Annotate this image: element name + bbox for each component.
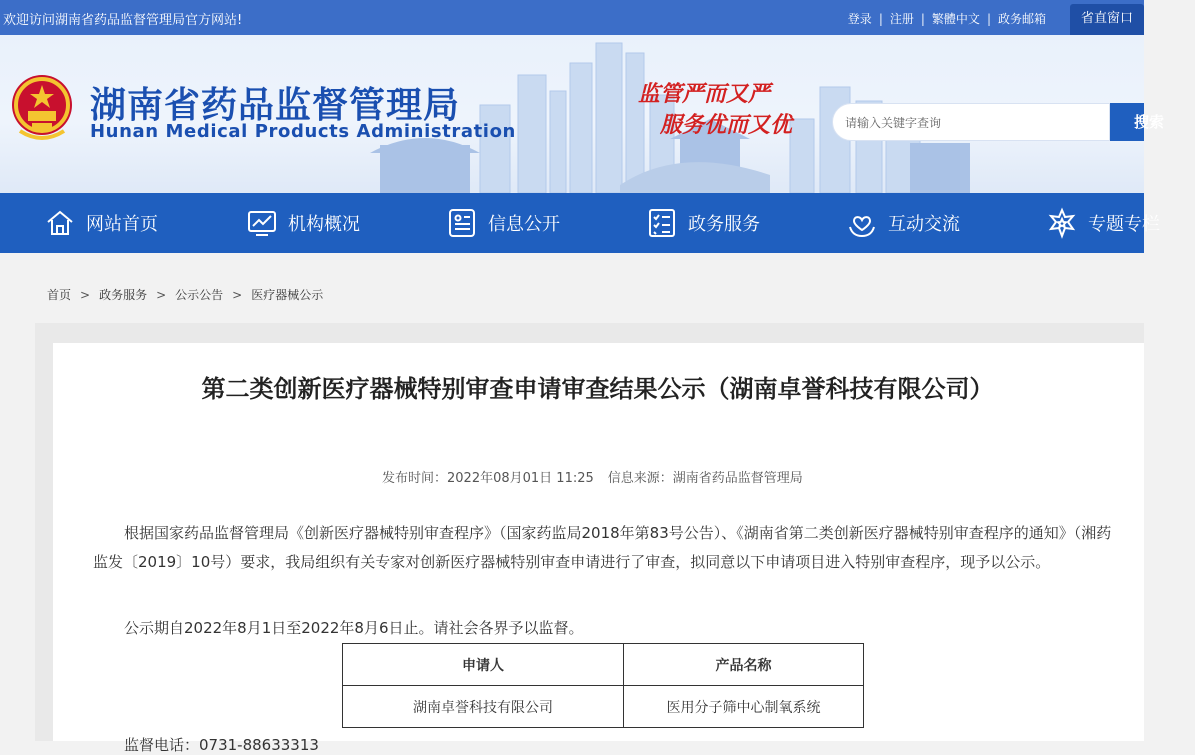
national-emblem-logo [10, 73, 74, 143]
nav-item-label: 机构概况 [288, 214, 360, 235]
nav-item-label: 信息公开 [488, 214, 560, 235]
main-nav [0, 193, 1160, 253]
search-field [832, 103, 1110, 141]
nav-item-label: 专题专栏 [1088, 214, 1160, 235]
breadcrumb-link[interactable]: 首页 [47, 288, 72, 302]
nav-item-home[interactable] [44, 193, 158, 253]
divider: | [878, 12, 883, 26]
breadcrumb-link[interactable]: 医疗器械公示 [251, 288, 324, 302]
search-input[interactable] [845, 112, 1095, 134]
welcome-text: 欢迎访问湖南省药品监督管理局官方网站! [3, 13, 243, 28]
search-button[interactable]: 搜索 [1110, 103, 1144, 141]
supervision-phone: 监督电话：0731-88633313 [124, 736, 319, 754]
checklist-icon [646, 207, 678, 239]
nav-item-label: 互动交流 [888, 214, 960, 235]
article-title: 第二类创新医疗器械特别审查申请审查结果公示（湖南卓誉科技有限公司） [201, 375, 994, 403]
nav-item-info-disclosure[interactable] [446, 193, 560, 253]
table-header-cell: 产品名称 [624, 644, 864, 686]
table-header-row [343, 644, 864, 686]
register-link[interactable]: 注册 [889, 12, 914, 26]
table-cell: 医用分子筛中心制氧系统 [624, 686, 864, 728]
org-name-chinese: 湖南省药品监督管理局 [90, 85, 461, 126]
home-icon [44, 207, 76, 239]
table-header-cell: 申请人 [343, 644, 624, 686]
article-meta [382, 467, 803, 486]
nav-item-gov-service[interactable] [646, 193, 760, 253]
publish-time: 发布时间：2022年08月01日 11:25 [382, 471, 594, 486]
nav-item-interaction[interactable] [846, 193, 960, 253]
breadcrumb-separator: > [232, 288, 243, 302]
nav-item-label: 政务服务 [688, 214, 760, 235]
chart-icon [246, 207, 278, 239]
article-paragraph: 公示期自2022年8月1日至2022年8月6日止。请社会各界予以监督。 [124, 619, 584, 637]
top-bar [0, 0, 1144, 35]
divider: | [986, 12, 991, 26]
breadcrumb-separator: > [156, 288, 167, 302]
heart-hand-icon [846, 207, 878, 239]
table-row [343, 686, 864, 728]
breadcrumb-separator: > [80, 288, 91, 302]
info-source: 信息来源：湖南省药品监督管理局 [607, 471, 803, 486]
breadcrumb [47, 286, 323, 303]
login-link[interactable]: 登录 [847, 12, 872, 26]
nav-item-special-topics[interactable] [1046, 193, 1160, 253]
divider: | [920, 12, 925, 26]
top-links [848, 10, 1046, 27]
table-cell: 湖南卓誉科技有限公司 [343, 686, 624, 728]
slogan-line: 监管严而又严 [638, 82, 771, 107]
search-box [832, 103, 1165, 141]
traditional-chinese-link[interactable]: 繁體中文 [931, 12, 980, 26]
slogan [638, 79, 813, 141]
provincial-portal-button[interactable]: 省直窗口 [1070, 4, 1144, 35]
info-icon [446, 207, 478, 239]
result-table [342, 643, 864, 728]
nav-item-label: 网站首页 [86, 214, 158, 235]
breadcrumb-link[interactable]: 公示公告 [175, 288, 224, 302]
org-name-english: Hunan Medical Products Administration [90, 121, 516, 142]
nav-item-about[interactable] [246, 193, 360, 253]
breadcrumb-link[interactable]: 政务服务 [99, 288, 148, 302]
slogan-line: 服务优而又优 [660, 113, 793, 138]
article-paragraph: 根据国家药品监督管理局《创新医疗器械特别审查程序》（国家药监局2018年第83号公告）、《湖南省第二类创新医疗器械特别审查程序的通知》（湘药监发〔2019〕10号）要求，我局组织有关专家对创新医疗器械特别审查申请进行了审查，拟同意以下申请项目进入特别审查程序，现予以公示。 [93, 524, 1112, 571]
gov-mail-link[interactable]: 政务邮箱 [997, 12, 1046, 26]
header-banner [0, 35, 1165, 193]
star-icon [1046, 207, 1078, 239]
